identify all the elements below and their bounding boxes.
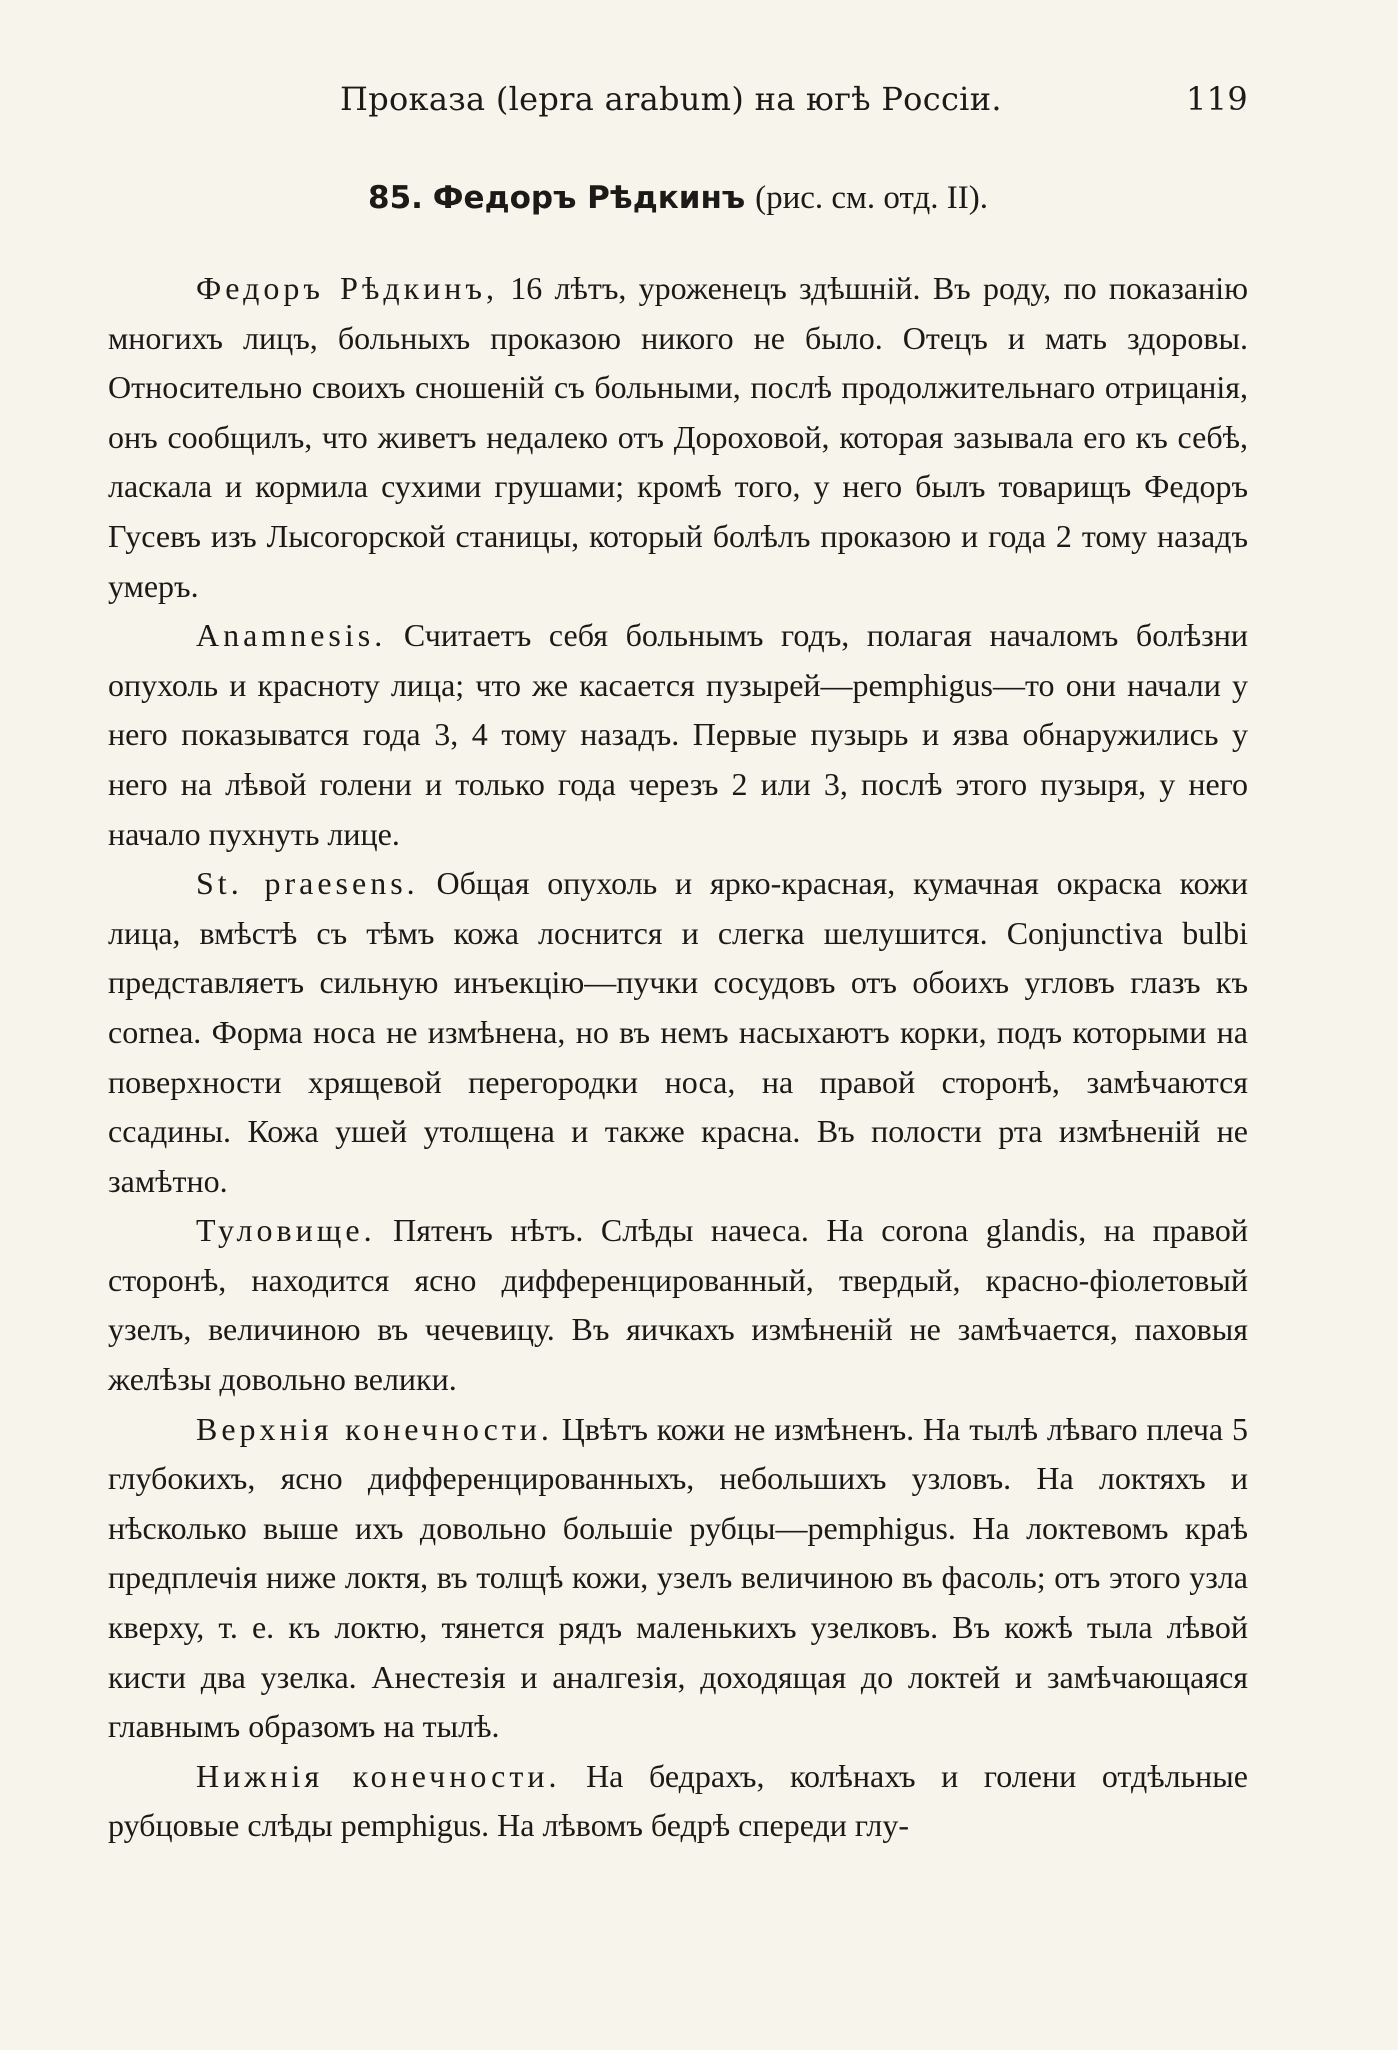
case-number: 85. xyxy=(368,180,423,216)
paragraph-text: Общая опухоль и ярко-красная, кумачная окраска кожи лица, вмѣстѣ съ тѣмъ кожа лоснится и слегка шелушится. Conjunctiva bulbi представляетъ сильную инъекцію—пучки сосудовъ отъ обоихъ угловъ глазъ къ cornea. Форма носа не измѣнена, но въ немъ насыхаютъ корки, подъ которыми на поверхности хрящевой перегородки носа, на правой сторонѣ, замѣчаются ссадины. Кожа ушей утолщена и также красна. Въ полости рта измѣненій не замѣтно. xyxy=(108,865,1248,1199)
body-text xyxy=(108,264,1248,1851)
paragraph-lead: Верхнія конечности. xyxy=(196,1410,553,1447)
paragraph-lower-limbs xyxy=(108,1752,1248,1851)
paragraph-lead: Федоръ Рѣдкинъ, xyxy=(196,270,498,306)
paragraph-upper-limbs xyxy=(108,1405,1248,1752)
paragraph-lead: St. praesens. xyxy=(196,865,419,902)
paragraph-text: На бедрахъ, колѣнахъ и голени отдѣльные рубцовые слѣды pemphigus. На лѣвомъ бедрѣ спереди глу- xyxy=(108,1757,1249,1844)
paragraph-text: Цвѣтъ кожи не измѣненъ. На тылѣ лѣваго плеча 5 глубокихъ, ясно дифференцированныхъ, небольшихъ узловъ. На локтяхъ и нѣсколько выше ихъ довольно большіе рубцы—pemphigus. На локтевомъ краѣ предплечія ниже локтя, въ толщѣ кожи, узелъ величиною въ фасоль; отъ этого узла кверху, т. е. къ локтю, тянется рядъ маленькихъ узелковъ. Въ кожѣ тыла лѣвой кисти два узелка. Анестезія и аналгезія, доходящая до локтей и замѣчающаяся главнымъ образомъ на тылѣ. xyxy=(108,1410,1249,1745)
paragraph-text: Пятенъ нѣтъ. Слѣды начеса. На corona glandis, на правой сторонѣ, находится ясно дифференцированный, твердый, красно-фіолетовый узелъ, величиною въ чечевицу. Въ яичкахъ измѣненій не замѣчается, паховыя желѣзы довольно велики. xyxy=(108,1212,1248,1398)
figure-reference: (рис. см. отд. II). xyxy=(755,180,988,216)
paragraph-lead: Туловище. xyxy=(196,1212,376,1249)
paragraph-text: 16 лѣтъ, уроженецъ здѣшній. Въ роду, по показанію многихъ лицъ, больныхъ проказою никого не было. Отецъ и мать здоровы. Относительно своихъ сношеній съ больными, послѣ продолжительнаго отрицанія, онъ сообщилъ, что живетъ недалеко отъ Дороховой, которая зазывала его къ себѣ, ласкала и кормила сухими грушами; кромѣ того, у него былъ товарищъ Федоръ Гусевъ изъ Лысогорской станицы, который болѣлъ проказою и года 2 тому назадъ умеръ. xyxy=(108,270,1249,604)
page-number: 119 xyxy=(1186,80,1248,118)
paragraph-torso xyxy=(108,1206,1248,1404)
paragraph-lead: Нижнія конечности. xyxy=(196,1757,561,1794)
paragraph-text: Считаетъ себя больнымъ годъ, полагая началомъ болѣзни опухоль и красноту лица; что же касается пузырей—pemphigus—то они начали у него показыватся года 3, 4 тому назадъ. Первые пузырь и язва обнаружились у него на лѣвой голени и только года черезъ 2 или 3, послѣ этого пузыря, у него начало пухнуть лице. xyxy=(108,617,1248,852)
page-header xyxy=(108,70,1248,130)
paragraph-intro xyxy=(108,264,1248,611)
paragraph-status-praesens xyxy=(108,859,1248,1206)
paragraph-lead: Anamnesis. xyxy=(196,617,387,654)
article-heading xyxy=(108,160,1248,236)
patient-name: Федоръ Рѣдкинъ xyxy=(432,180,746,216)
running-title: Проказа (lepra arabum) на югѣ Россіи. xyxy=(340,80,1002,118)
paragraph-anamnesis xyxy=(108,611,1248,859)
